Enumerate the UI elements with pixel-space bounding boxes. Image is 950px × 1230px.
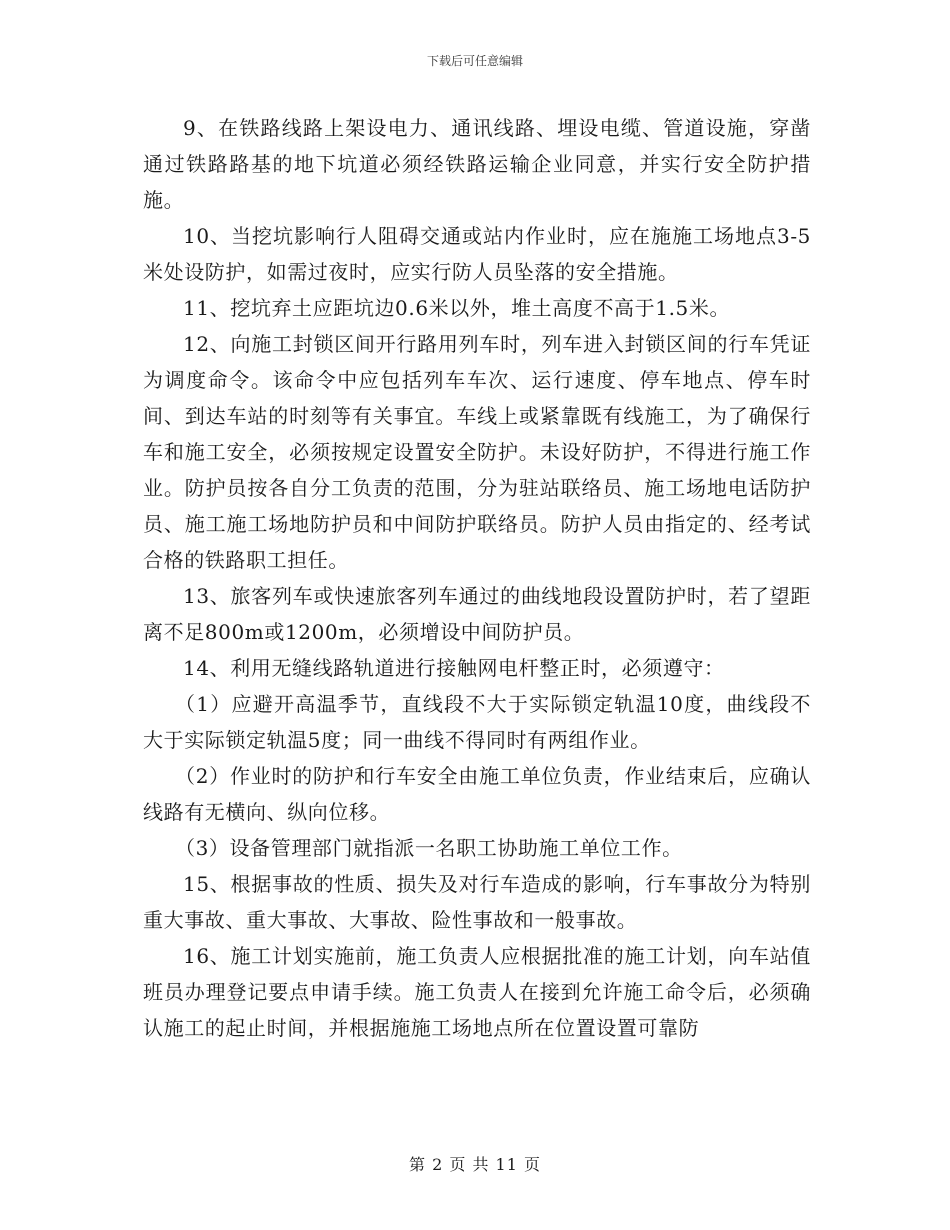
paragraph-14: 14、利用无缝线路轨道进行接触网电杆整正时，必须遵守： [183,656,725,680]
paragraph-14-item-3: （3）设备管理部门就指派一名职工协助施工单位工作。 [175,836,683,860]
paragraph-14-item-1: （1）应避开高温季节，直线段不大于实际锁定轨温10度，曲线段不大于实际锁定轨温5度；同一曲线不得同时有两组作业。 [143,692,811,752]
paragraph-11: 11、挖坑弃土应距坑边0.6米以外，堆土高度不高于1.5米。 [183,296,731,320]
paragraph-14-item-2: （2）作业时的防护和行车安全由施工单位负责，作业结束后，应确认线路有无横向、纵向位移。 [143,764,811,824]
paragraph-9: 9、在铁路线路上架设电力、通讯线路、埋设电缆、管道设施，穿凿通过铁路路基的地下坑道必须经铁路运输企业同意，并实行安全防护措施。 [143,116,811,212]
paragraph-15: 15、根据事故的性质、损失及对行车造成的影响，行车事故分为特别重大事故、重大事故、大事故、险性事故和一般事故。 [143,872,811,932]
paragraph-10: 10、当挖坑影响行人阻碍交通或站内作业时，应在施施工场地点3-5米处设防护，如需过夜时，应实行防人员坠落的安全措施。 [143,224,811,284]
document-body [143,110,811,1046]
paragraph-16: 16、施工计划实施前，施工负责人应根据批准的施工计划，向车站值班员办理登记要点申请手续。施工负责人在接到允许施工命令后，必须确认施工的起止时间，并根据施施工场地点所在位置设置可靠防 [143,944,811,1040]
page-header: 下载后可任意编辑 [426,54,523,68]
paragraph-12: 12、向施工封锁区间开行路用列车时，列车进入封锁区间的行车凭证为调度命令。该命令中应包括列车车次、运行速度、停车地点、停车时间、到达车站的时刻等有关事宜。车线上或紧靠既有线施工，为了确保行车和施工安全，必须按规定设置安全防护。未设好防护，不得进行施工作业。防护员按各自分工负责的范围，分为驻站联络员、施工场地电话防护员、施工施工场地防护员和中间防护联络员。防护人员由指定的、经考试合格的铁路职工担任。 [143,332,811,572]
paragraph-13: 13、旅客列车或快速旅客列车通过的曲线地段设置防护时，若了望距离不足800m或1200m，必须增设中间防护员。 [143,584,811,644]
page-number: 第 2 页 共 11 页 [409,1155,541,1174]
